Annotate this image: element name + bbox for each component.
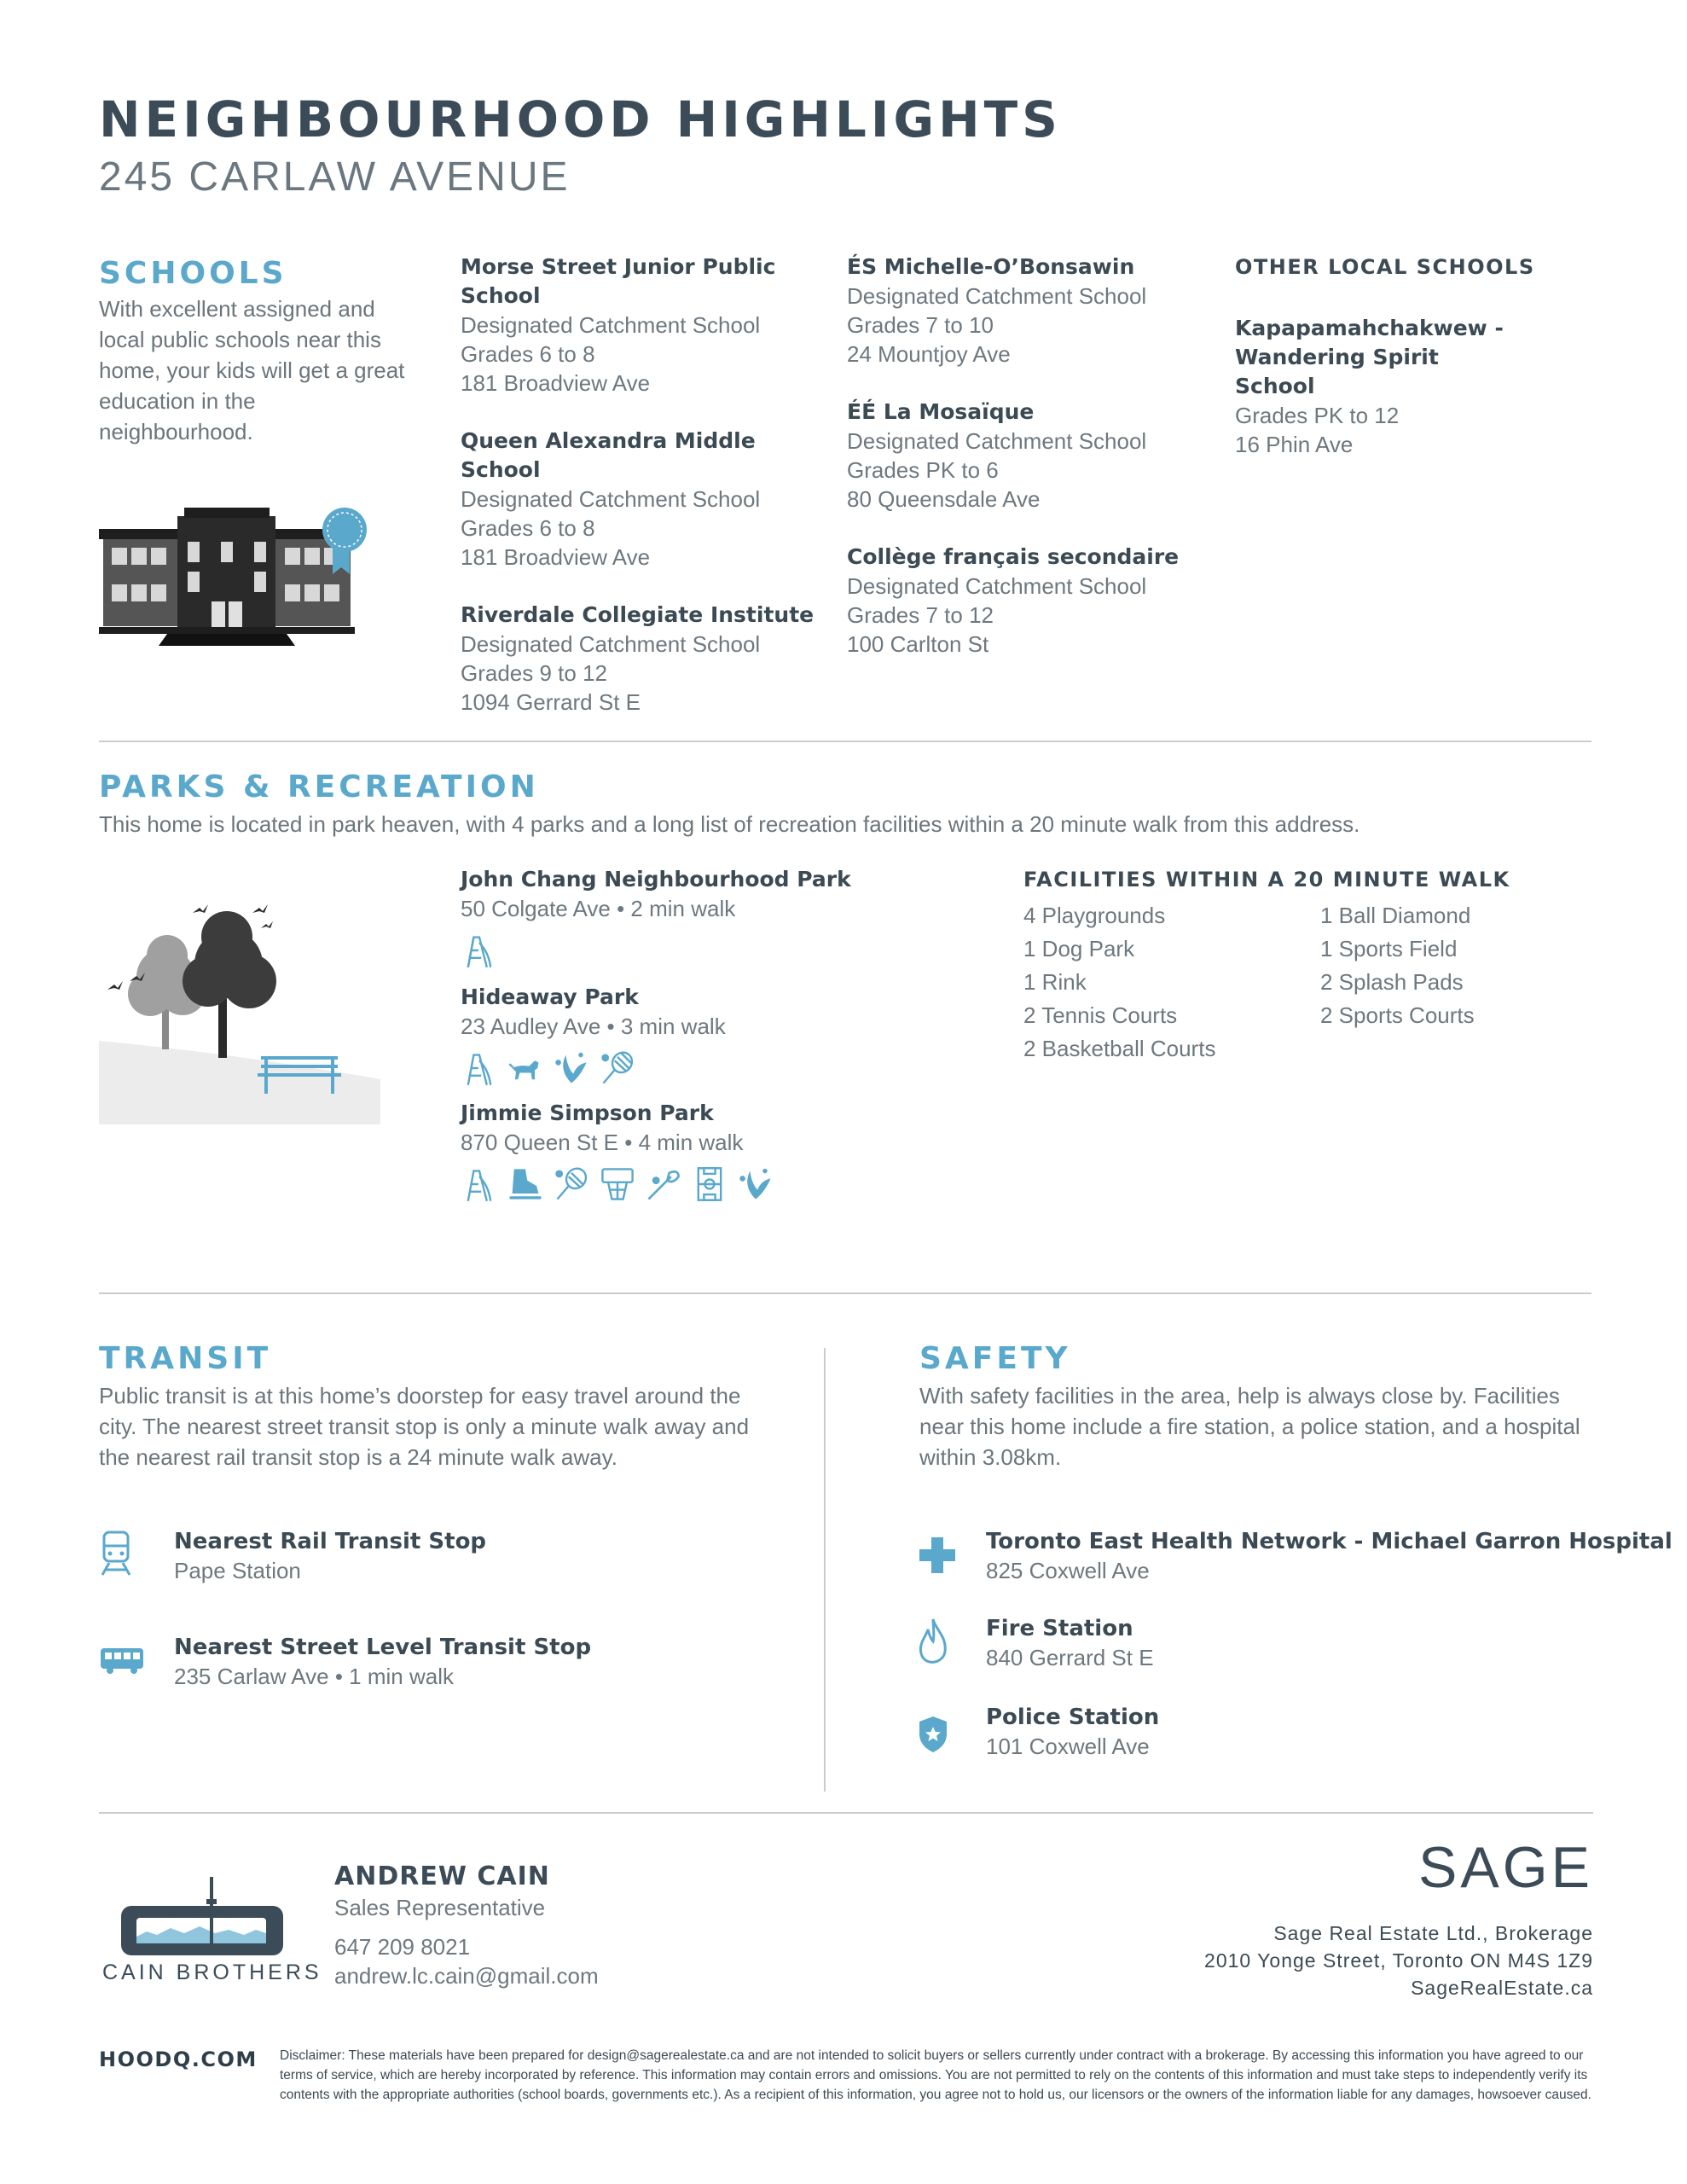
fire-entry bbox=[986, 1614, 1154, 1672]
park-entry bbox=[461, 1099, 774, 1203]
school-entry bbox=[847, 253, 1205, 369]
school-grades: Grades 7 to 10 bbox=[847, 312, 994, 338]
park-amenities bbox=[461, 932, 851, 969]
brokerage-website[interactable]: SageRealEstate.ca bbox=[1411, 1977, 1593, 1999]
park-amenities bbox=[461, 1165, 774, 1203]
facilities-panel bbox=[1023, 865, 1542, 1063]
facility-item: 2 Basketball Courts bbox=[1023, 1036, 1216, 1061]
police-station-address: 101 Coxwell Ave bbox=[986, 1734, 1150, 1759]
disclaimer: Disclaimer: These materials have been prepared for design@sagerealestate.ca and are not intended to solicit buyers or sellers currently under contract with a brokerage. By accessing this information you have agreed to our terms of service, which are hereby incorporated by reference. This information may contain errors and omissions. You are not permitted to rely on the contents of this information and must take steps to independently verify its contents with the appropriate authorities (school boards, governments etc.). As a recipient of this information, you agree not to hold us, our licensors or the owners of the information liable for any damages, howsoever caused. bbox=[280, 2048, 1591, 2102]
facility-item: 4 Playgrounds bbox=[1023, 903, 1166, 928]
other-schools-heading: OTHER LOCAL SCHOOLS bbox=[1235, 255, 1535, 279]
cain-brothers-logo bbox=[121, 1877, 287, 1959]
park-name: Jimmie Simpson Park bbox=[461, 1101, 714, 1125]
park-detail: 23 Audley Ave • 3 min walk bbox=[461, 1014, 726, 1039]
school-grades: Grades 6 to 8 bbox=[461, 515, 595, 541]
playground-icon bbox=[461, 1049, 498, 1087]
school-name: ÉS Michelle-O’Bonsawin bbox=[847, 254, 1135, 279]
parks-heading: PARKS & RECREATION bbox=[99, 770, 539, 804]
logo-text: CAIN BROTHERS bbox=[102, 1960, 322, 1984]
splash-pad-icon bbox=[737, 1165, 774, 1203]
school-grades: Grades 6 to 8 bbox=[461, 341, 595, 367]
schools-column-2 bbox=[847, 253, 1205, 688]
safety-intro: With safety facilities in the area, help is always close by. Facilities near this home include a fire station, a police station, and a hospital within 3.08km. bbox=[919, 1383, 1580, 1470]
school-name: Riverdale Collegiate Institute bbox=[461, 602, 815, 627]
police-station-name: Police Station bbox=[986, 1705, 1160, 1730]
schools-column-1 bbox=[461, 253, 819, 746]
hospital-name: Toronto East Health Network - Michael Garron Hospital bbox=[986, 1529, 1673, 1554]
transit-intro: Public transit is at this home’s doorstep for easy travel around the city. The nearest street transit stop is only a minute walk away and the nearest rail transit stop is a 24 minute walk away. bbox=[99, 1383, 750, 1470]
school-address: 80 Queensdale Ave bbox=[847, 486, 1041, 512]
police-entry bbox=[986, 1703, 1159, 1761]
tennis-icon bbox=[553, 1165, 590, 1203]
school-name: ÉÉ La Mosaïque bbox=[847, 399, 1035, 424]
school-type: Designated Catchment School bbox=[847, 283, 1147, 309]
school-entry bbox=[847, 543, 1205, 659]
school-type: Designated Catchment School bbox=[461, 486, 761, 512]
school-building-illustration bbox=[99, 499, 376, 653]
schools-intro: With excellent assigned and local public schools near this home, your kids will get a great education in the neighbourhood. bbox=[99, 296, 405, 444]
park-name: Hideaway Park bbox=[461, 985, 639, 1009]
skate-icon bbox=[507, 1165, 544, 1203]
facility-item: 1 Rink bbox=[1023, 969, 1087, 995]
fire-icon bbox=[916, 1616, 950, 1670]
school-grades: Grades 9 to 12 bbox=[461, 660, 607, 686]
school-name: Collège français secondaire bbox=[847, 544, 1180, 569]
school-address: 181 Broadview Ave bbox=[461, 370, 651, 396]
sports-field-icon bbox=[691, 1165, 728, 1203]
section-divider bbox=[99, 1812, 1593, 1814]
school-name: Queen Alexandra Middle School bbox=[461, 428, 756, 482]
facility-item: 2 Splash Pads bbox=[1320, 969, 1464, 995]
facilities-heading: FACILITIES WITHIN A 20 MINUTE WALK bbox=[1023, 868, 1510, 892]
page-address: 245 CARLAW AVENUE bbox=[99, 154, 571, 200]
playground-icon bbox=[461, 932, 498, 969]
park-detail: 870 Queen St E • 4 min walk bbox=[461, 1130, 744, 1155]
agent-title: Sales Representative bbox=[334, 1895, 546, 1920]
park-name: John Chang Neighbourhood Park bbox=[461, 867, 851, 892]
school-entry bbox=[461, 427, 819, 572]
school-address: 24 Mountjoy Ave bbox=[847, 341, 1011, 367]
school-entry bbox=[847, 398, 1205, 514]
school-address: 100 Carlton St bbox=[847, 631, 989, 657]
agent-info bbox=[334, 1862, 599, 1990]
school-entry bbox=[461, 253, 819, 398]
section-divider bbox=[99, 741, 1591, 742]
dog-park-icon bbox=[507, 1049, 544, 1087]
police-badge-icon bbox=[918, 1715, 948, 1754]
train-icon bbox=[99, 1529, 133, 1577]
school-type: Designated Catchment School bbox=[847, 573, 1147, 599]
school-grades: Grades 7 to 12 bbox=[847, 602, 994, 628]
agent-phone[interactable]: 647 209 8021 bbox=[334, 1934, 471, 1960]
school-grades: Grades PK to 6 bbox=[847, 457, 999, 483]
page-title: NEIGHBOURHOOD HIGHLIGHTS bbox=[99, 90, 1062, 148]
school-entry bbox=[1235, 314, 1576, 459]
splash-pad-icon bbox=[553, 1049, 590, 1087]
school-name: Morse Street Junior Public School bbox=[461, 254, 776, 308]
playground-icon bbox=[461, 1165, 498, 1203]
park-entry bbox=[461, 865, 851, 969]
column-divider bbox=[824, 1348, 826, 1792]
school-grades: Grades PK to 12 bbox=[1235, 403, 1400, 428]
facility-item: 1 Sports Field bbox=[1320, 936, 1458, 961]
park-detail: 50 Colgate Ave • 2 min walk bbox=[461, 896, 736, 921]
transit-heading: TRANSIT bbox=[99, 1341, 272, 1376]
school-address: 1094 Gerrard St E bbox=[461, 689, 641, 715]
facilities-list bbox=[1023, 901, 1542, 1063]
rail-stop-label: Nearest Rail Transit Stop bbox=[174, 1529, 487, 1554]
other-schools-column bbox=[1235, 253, 1576, 459]
school-address: 181 Broadview Ave bbox=[461, 544, 651, 570]
parks-intro: This home is located in park heaven, with 4 parks and a long list of recreation facilities within a 20 minute walk from this address. bbox=[99, 811, 1360, 837]
street-stop-value: 235 Carlaw Ave • 1 min walk bbox=[174, 1664, 454, 1689]
schools-heading: SCHOOLS bbox=[99, 256, 287, 291]
brokerage-name: Sage Real Estate Ltd., Brokerage bbox=[1273, 1922, 1593, 1944]
section-divider bbox=[99, 1292, 1591, 1294]
facility-item: 2 Sports Courts bbox=[1320, 1002, 1475, 1028]
school-entry bbox=[461, 601, 819, 717]
park-illustration bbox=[99, 896, 380, 1124]
agent-email[interactable]: andrew.lc.cain@gmail.com bbox=[334, 1963, 599, 1989]
brokerage-info bbox=[1204, 1920, 1593, 2001]
school-address: 16 Phin Ave bbox=[1235, 432, 1354, 457]
hospital-entry bbox=[986, 1527, 1673, 1585]
park-amenities bbox=[461, 1049, 726, 1087]
brokerage-address: 2010 Yonge Street, Toronto ON M4S 1Z9 bbox=[1204, 1949, 1593, 1972]
school-type: Designated Catchment School bbox=[461, 312, 761, 338]
hospital-cross-icon bbox=[918, 1536, 957, 1575]
agent-name: ANDREW CAIN bbox=[334, 1862, 550, 1891]
safety-heading: SAFETY bbox=[919, 1341, 1071, 1376]
street-stop-label: Nearest Street Level Transit Stop bbox=[174, 1635, 592, 1660]
facility-item: 2 Tennis Courts bbox=[1023, 1002, 1178, 1028]
facility-item: 1 Ball Diamond bbox=[1320, 903, 1471, 928]
facility-item: 1 Dog Park bbox=[1023, 936, 1135, 961]
fire-station-name: Fire Station bbox=[986, 1616, 1133, 1641]
fire-station-address: 840 Gerrard St E bbox=[986, 1645, 1154, 1670]
basketball-icon bbox=[599, 1165, 636, 1203]
hoodq-link[interactable]: HOODQ.COM bbox=[99, 2048, 258, 2071]
tennis-icon bbox=[599, 1049, 636, 1087]
park-entry bbox=[461, 983, 726, 1087]
school-type: Designated Catchment School bbox=[461, 631, 761, 657]
brokerage-logo: SAGE bbox=[1418, 1835, 1593, 1900]
rail-stop-value: Pape Station bbox=[174, 1558, 301, 1583]
bus-icon bbox=[99, 1645, 145, 1676]
street-stop bbox=[174, 1633, 591, 1691]
hospital-address: 825 Coxwell Ave bbox=[986, 1558, 1150, 1583]
rail-stop bbox=[174, 1527, 486, 1585]
school-type: Designated Catchment School bbox=[847, 428, 1147, 454]
baseball-icon bbox=[645, 1165, 682, 1203]
school-name: Kapapamahchakwew - Wandering Spirit School bbox=[1235, 316, 1504, 398]
